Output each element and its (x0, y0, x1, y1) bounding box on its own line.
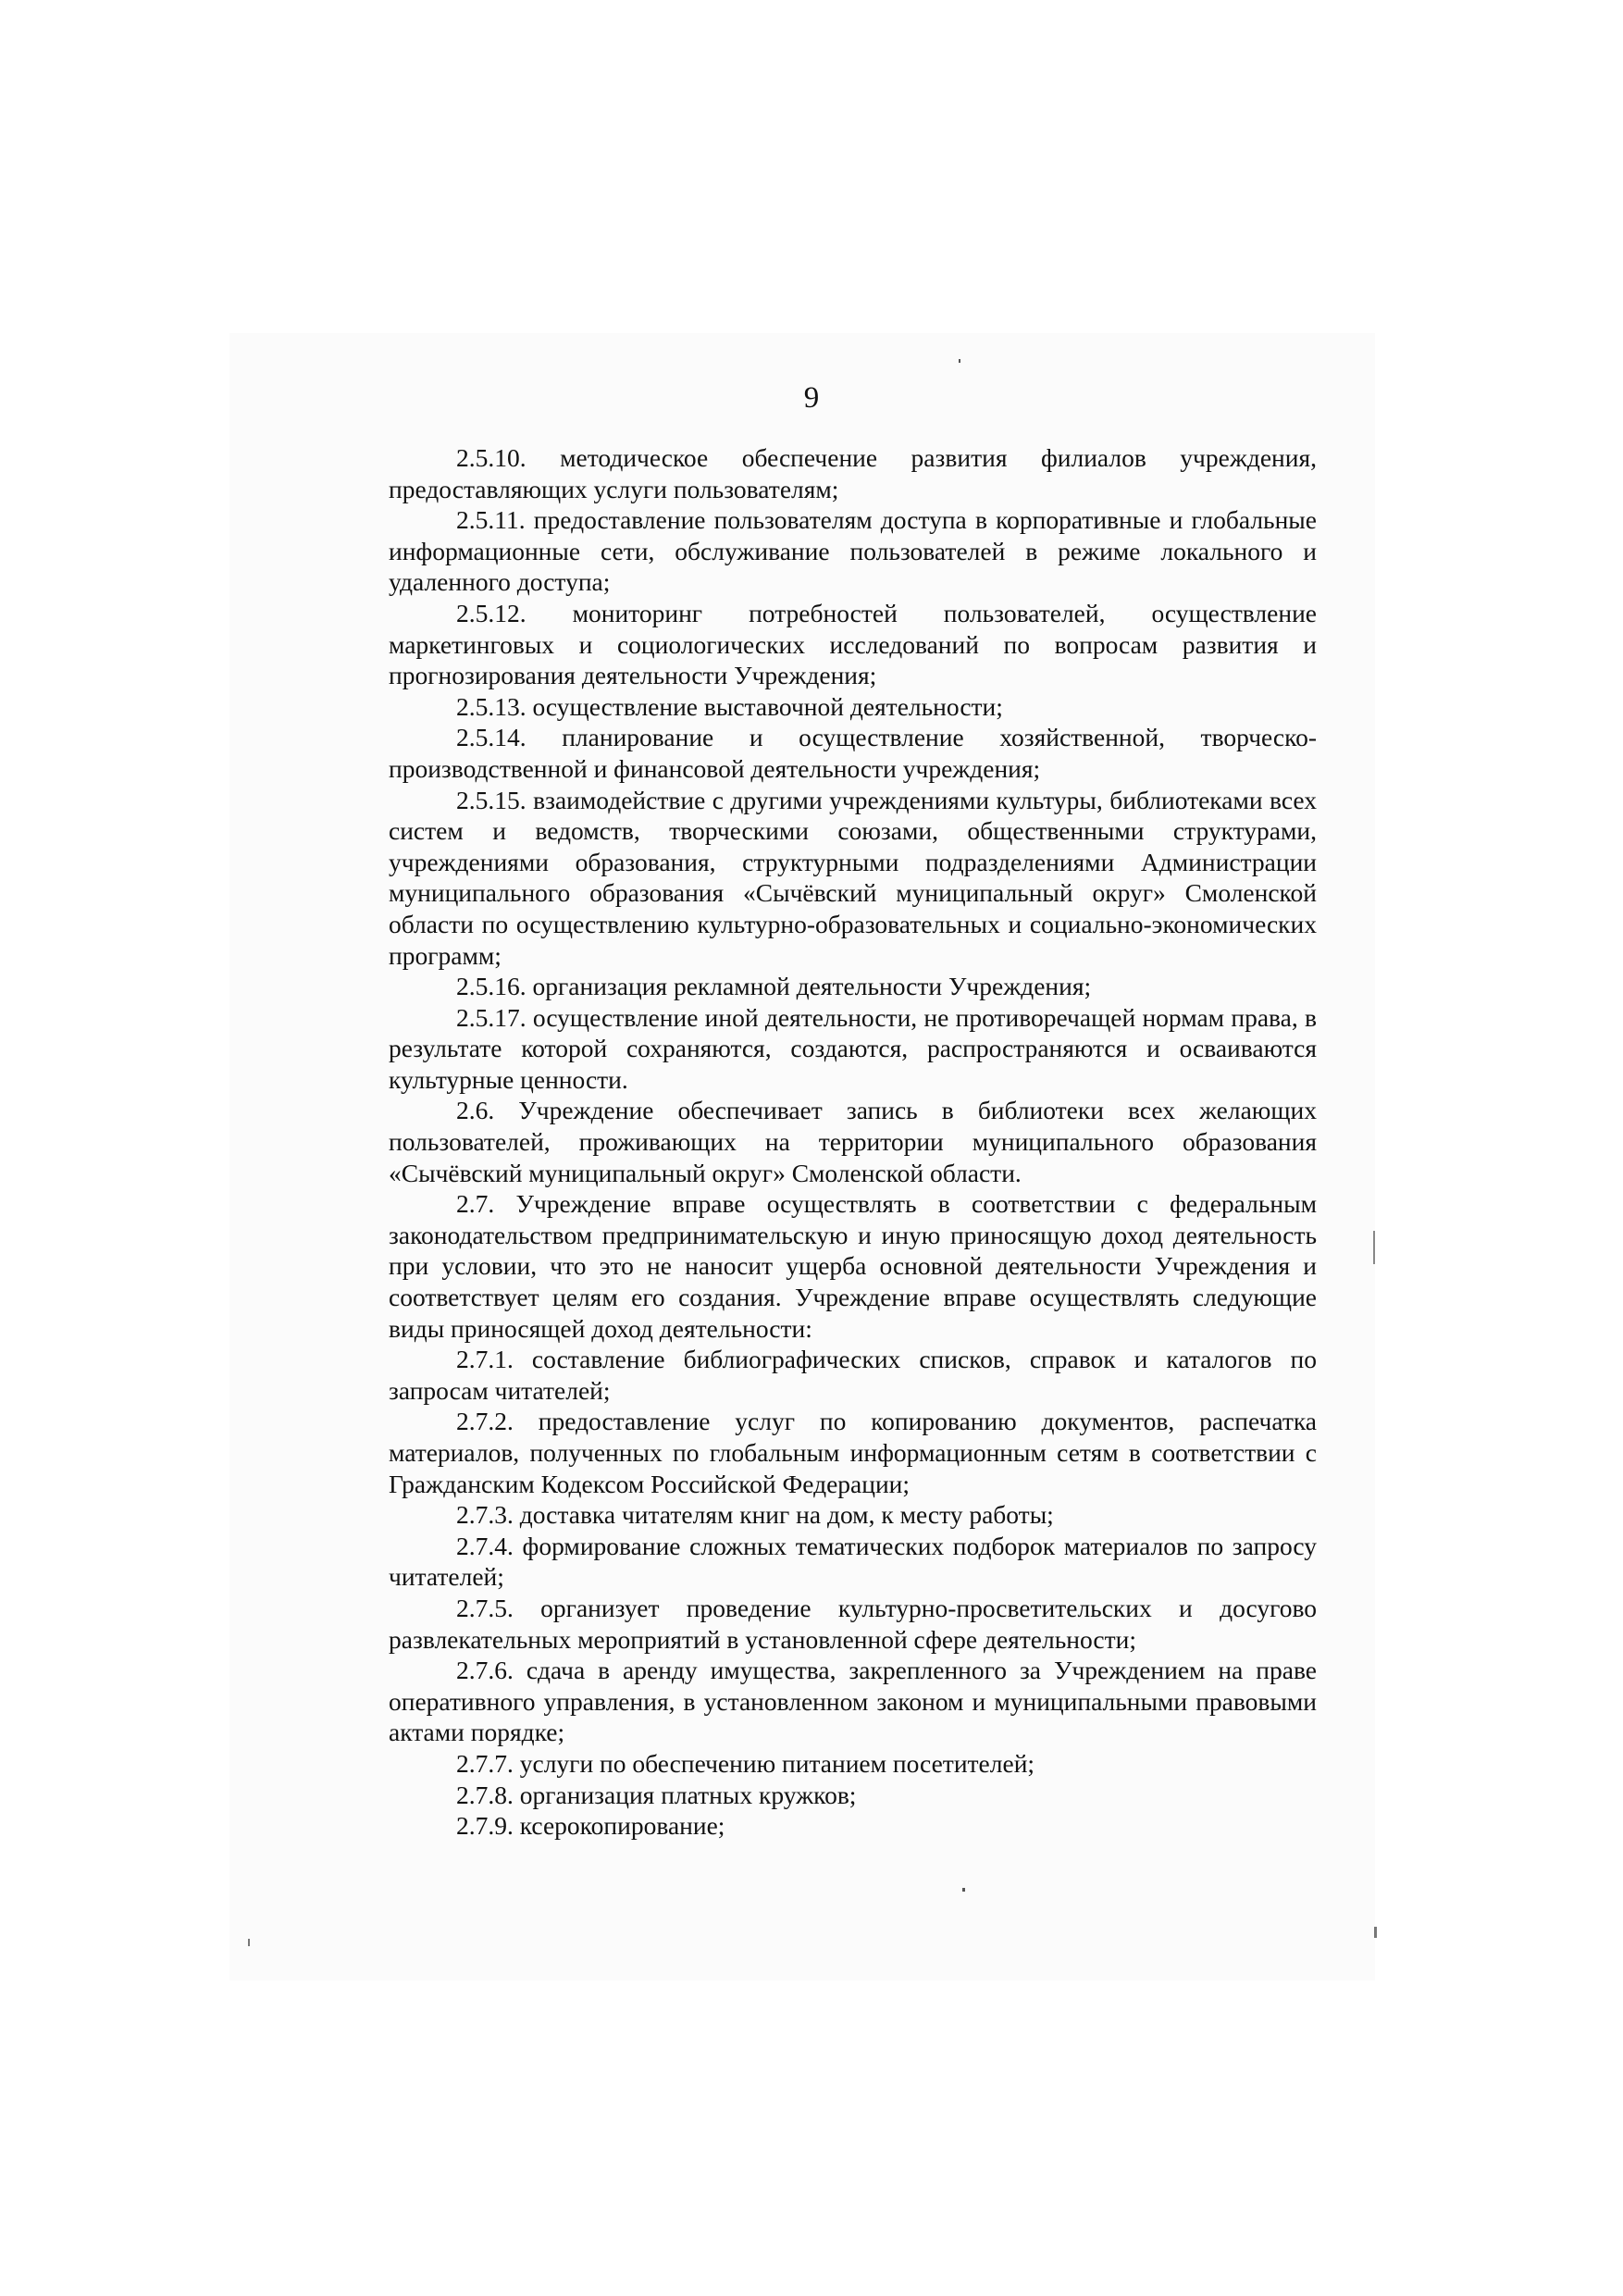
paragraph-2-5-14: 2.5.14. планирование и осуществление хозяйственной, творческо-производственной и финансовой деятельности учреждения; (389, 723, 1317, 783)
paragraph-2-7-9: 2.7.9. ксерокопирование; (456, 1811, 725, 1841)
scan-speck (1374, 1927, 1377, 1938)
scan-speck (1373, 1231, 1375, 1264)
paragraph-2-7-4: 2.7.4. формирование сложных тематических подборок материалов по запросу читателей; (389, 1531, 1317, 1592)
paragraph-2-5-12: 2.5.12. мониторинг потребностей пользователей, осуществление маркетинговых и социологических исследований по вопросам развития и прогнозирования деятельности Учреждения; (389, 598, 1317, 690)
document-body (389, 442, 1317, 1842)
paragraph-2-7-3: 2.7.3. доставка читателям книг на дом, к месту работы; (456, 1500, 1054, 1530)
paragraph-2-7-7: 2.7.7. услуги по обеспечению питанием посетителей; (456, 1748, 1035, 1778)
paragraph-2-7-8: 2.7.8. организация платных кружков; (456, 1780, 857, 1809)
scan-speck (962, 1888, 965, 1892)
paragraph-2-6: 2.6. Учреждение обеспечивает запись в библиотеки всех желающих пользователей, проживающих на территории муниципального образования «Сычёвский муниципальный округ» Смоленской области. (389, 1096, 1317, 1187)
paragraph-2-5-10: 2.5.10. методическое обеспечение развития филиалов учреждения, предоставляющих услуги пользователям; (389, 443, 1317, 503)
page-number: 9 (803, 381, 820, 415)
paragraph-2-5-11: 2.5.11. предоставление пользователям доступа в корпоративные и глобальные информационные сети, обслуживание пользователей в режиме локального и удаленного доступа; (389, 505, 1317, 597)
paragraph-2-5-16: 2.5.16. организация рекламной деятельности Учреждения; (456, 972, 1092, 1001)
paragraph-2-5-13: 2.5.13. осуществление выставочной деятельности; (456, 691, 1003, 721)
paragraph-2-7: 2.7. Учреждение вправе осуществлять в соответствии с федеральным законодательством предпринимательскую и иную приносящую доход деятельность при условии, что это не наносит ущерба основной деятельности Учреждения и соответствует целям его создания. Учреждение вправе осуществлять следующие виды приносящей доход деятельности: (389, 1189, 1317, 1343)
paragraph-2-7-5: 2.7.5. организует проведение культурно-просветительских и досугово развлекательных мероприятий в установленной сфере деятельности; (389, 1593, 1317, 1654)
scan-speck (959, 359, 960, 363)
paragraph-2-5-15: 2.5.15. взаимодействие с другими учреждениями культуры, библиотеками всех систем и ведомств, творческими союзами, общественными структурами, учреждениями образования, структурными подразделениями Администрации муниципального образования «Сычёвский муниципальный округ» Смоленской области по осуществлению культурно-образовательных и социально-экономических программ; (389, 785, 1317, 970)
scan-speck (248, 1939, 250, 1946)
paragraph-2-7-2: 2.7.2. предоставление услуг по копированию документов, распечатка материалов, полученных по глобальным информационным сетям в соответствии с Гражданским Кодексом Российской Федерации; (389, 1407, 1317, 1498)
paragraph-2-7-6: 2.7.6. сдача в аренду имущества, закрепленного за Учреждением на праве оперативного управления, в установленном законом и муниципальными правовыми актами порядке; (389, 1656, 1317, 1747)
paragraph-2-5-17: 2.5.17. осуществление иной деятельности, не противоречащей нормам права, в результате которой сохраняются, создаются, распространяются и осваиваются культурные ценности. (389, 1002, 1317, 1094)
paragraph-2-7-1: 2.7.1. составление библиографических списков, справок и каталогов по запросам читателей; (389, 1345, 1317, 1405)
